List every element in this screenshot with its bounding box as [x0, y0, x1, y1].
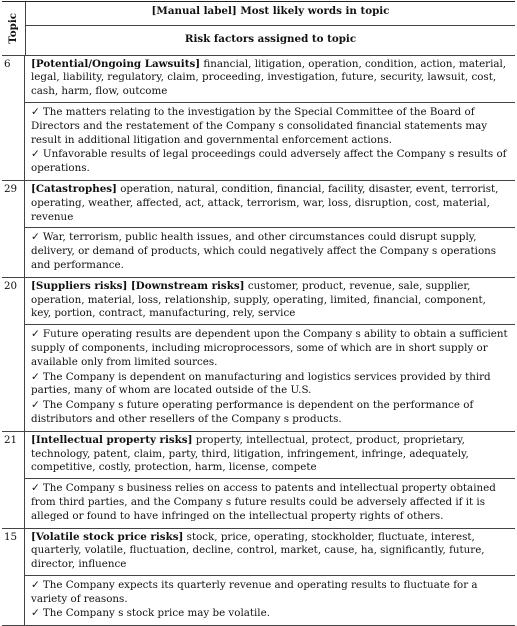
risk-factor-item	[31, 328, 509, 369]
topic-label: [Volatile stock price risks]	[31, 531, 183, 543]
topic-row	[2, 56, 515, 181]
topic-number: 21	[2, 432, 25, 528]
checkmark-icon: ✓	[31, 607, 40, 619]
topic-number: 15	[2, 529, 25, 626]
label-column-header: [Manual label] Most likely words in topic	[26, 2, 515, 26]
topic-word-list: financial, litigation, operation, condition, action, material, legal, liability, regulatory, claim, proceeding, investigation, future, security, lawsuit, cost, cash, harm, flow, outcome	[31, 58, 506, 98]
topic-words-cell	[25, 432, 515, 479]
table-body	[2, 56, 515, 626]
topic-column-header	[2, 2, 26, 55]
risk-factor-text: The Company expects its quarterly revenue and operating results to fluctuate for a variety of reasons.	[31, 579, 478, 605]
risk-factor-text: The matters relating to the investigation by the Special Committee of the Board of Directors and the restatement of the Company s consolidated financial statements may result in additional litigation and governmental enforcement actions.	[31, 106, 487, 146]
risk-factors-cell	[25, 103, 515, 180]
topic-word-list: operation, natural, condition, financial, facility, disaster, event, terrorist, operating, weather, affected, act, attack, terrorism, war, loss, disruption, cost, material, revenue	[31, 183, 498, 223]
risk-factors-cell	[25, 325, 515, 431]
topic-row	[2, 181, 515, 278]
table-header-row	[2, 2, 515, 56]
topic-label: [Catastrophes]	[31, 183, 117, 195]
risk-factor-item	[31, 607, 509, 621]
topic-row	[2, 432, 515, 529]
risk-factor-text: The Company s stock price may be volatile.	[43, 607, 270, 619]
risk-factor-text: The Company is dependent on manufacturing and logistics services provided by third parties, many of whom are located outside of the U.S.	[31, 371, 491, 397]
topic-word-list: property, intellectual, protect, product, proprietary, technology, patent, claim, party, third, litigation, infringement, infringe, adequately, competitive, costly, protection, harm, license, compete	[31, 434, 469, 474]
topic-number: 6	[2, 56, 25, 180]
topic-word-list: customer, product, revenue, sale, supplier, operation, material, loss, relationship, supply, operating, limited, financial, component, key, portion, contract, manufacturing, rely, service	[31, 280, 486, 320]
risk-factors-cell	[25, 479, 515, 527]
topic-words-cell	[25, 56, 515, 103]
risk-factor-text: War, terrorism, public health issues, and other circumstances could disrupt supply, delivery, or demand of products, which could negatively affect the Company s operations and performance.	[31, 231, 496, 271]
topic-row	[2, 529, 515, 626]
checkmark-icon: ✓	[31, 328, 40, 340]
risk-topic-table	[2, 1, 515, 626]
topic-words-cell	[25, 278, 515, 325]
risk-factor-text: The Company s future operating performance is dependent on the performance of distributors and other resellers of the Company s products.	[31, 399, 473, 425]
risk-column-header: Risk factors assigned to topic	[26, 26, 515, 55]
risk-factor-item	[31, 482, 509, 523]
topic-row	[2, 278, 515, 432]
risk-factors-cell	[25, 228, 515, 276]
topic-label: [Suppliers risks] [Downstream risks]	[31, 280, 245, 292]
risk-factor-text: The Company s business relies on access to patents and intellectual property obtained from third parties, and the Company s future results could be adversely affected if it is alleged or found to have infringed on the intellectual property rights of others.	[31, 482, 496, 522]
topic-number: 29	[2, 181, 25, 277]
risk-factors-cell	[25, 576, 515, 625]
risk-factor-item	[31, 579, 509, 607]
checkmark-icon: ✓	[31, 148, 40, 160]
checkmark-icon: ✓	[31, 231, 40, 243]
topic-label: [Intellectual property risks]	[31, 434, 192, 446]
checkmark-icon: ✓	[31, 579, 40, 591]
topic-word-list: stock, price, operating, stockholder, fluctuate, interest, quarterly, volatile, fluctuation, decline, control, market, cause, ha, significantly, future, director, influence	[31, 531, 485, 571]
risk-factor-item	[31, 231, 509, 272]
topic-words-cell	[25, 181, 515, 228]
topic-number: 20	[2, 278, 25, 431]
risk-factor-item	[31, 399, 509, 427]
topic-label: [Potential/Ongoing Lawsuits]	[31, 58, 200, 70]
checkmark-icon: ✓	[31, 399, 40, 411]
risk-factor-text: Unfavorable results of legal proceedings could adversely affect the Company s results of operations.	[31, 148, 506, 174]
risk-factor-item	[31, 371, 509, 399]
topic-header-label: Topic	[7, 13, 21, 44]
risk-factor-text: Future operating results are dependent upon the Company s ability to obtain a sufficient supply of components, including microprocessors, some of which are in short supply or available only from limited sources.	[31, 328, 508, 368]
checkmark-icon: ✓	[31, 371, 40, 383]
topic-words-cell	[25, 529, 515, 576]
checkmark-icon: ✓	[31, 482, 40, 494]
risk-factor-item	[31, 106, 509, 147]
risk-factor-item	[31, 148, 509, 176]
checkmark-icon: ✓	[31, 106, 40, 118]
